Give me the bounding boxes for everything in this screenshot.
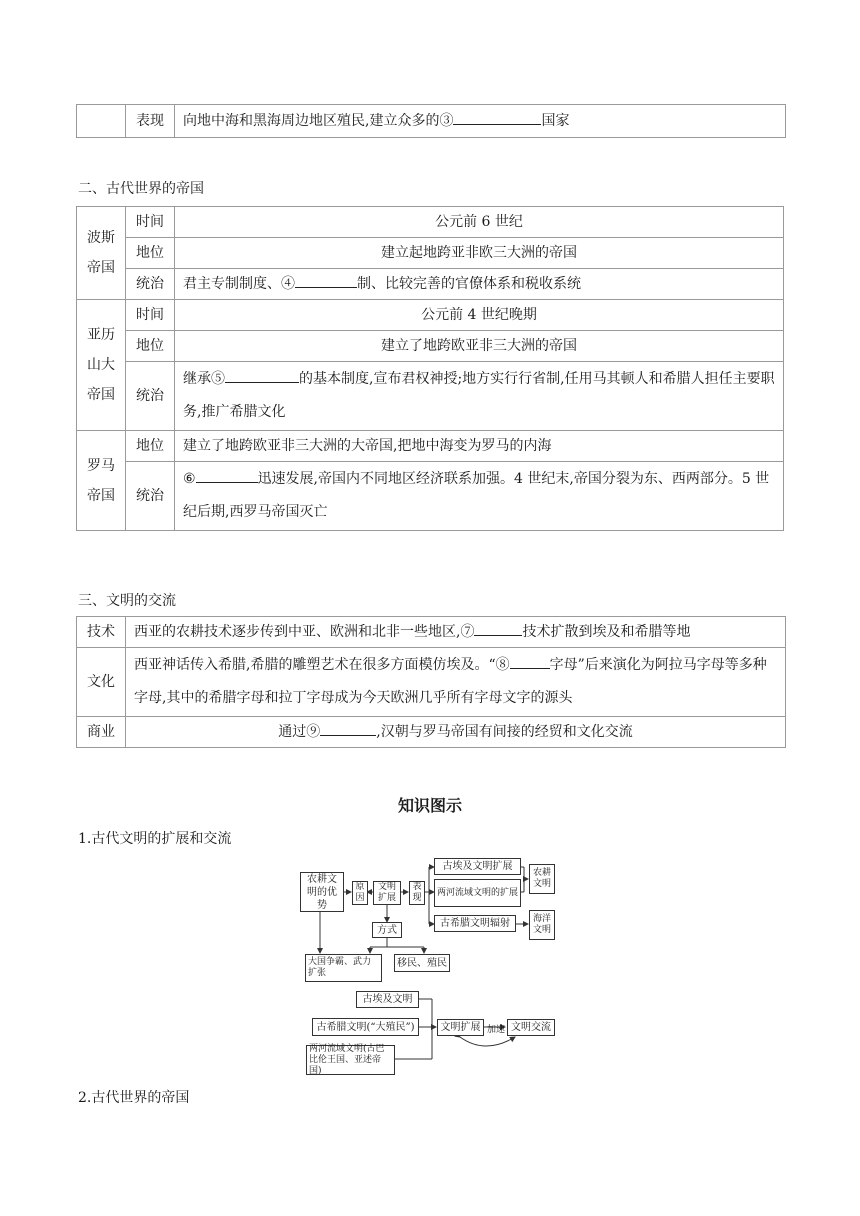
- value-text: ,汉朝与罗马帝国有间接的经贸和文化交流: [376, 724, 633, 740]
- row-label: 地位: [126, 331, 175, 362]
- row-label: 时间: [126, 207, 175, 238]
- knowledge-title: 知识图示: [397, 796, 462, 815]
- row-label: 统治: [126, 362, 175, 431]
- box-reason: 原因: [352, 881, 368, 905]
- row-label: 统治: [126, 462, 175, 531]
- row-value: [126, 648, 786, 717]
- box-meso-expansion: 两河流域文明的扩展: [434, 879, 521, 907]
- knowledge-item-2: 2.古代世界的帝国: [78, 1090, 190, 1106]
- row-label: 技术: [77, 617, 126, 648]
- answer-blank-7: [474, 619, 522, 636]
- box-performance: 表现: [409, 881, 425, 905]
- table-row: [77, 207, 784, 238]
- answer-blank-3: [453, 108, 541, 125]
- row-value: 公元前 6 世纪: [175, 207, 784, 238]
- table-row: [77, 617, 786, 648]
- table-cell-label: 表现: [126, 105, 175, 138]
- table-cell-content: [175, 105, 786, 138]
- table-row: [77, 717, 786, 748]
- value-text: 技术扩散到埃及和希腊等地: [522, 624, 691, 640]
- row-label: 统治: [126, 269, 175, 300]
- box-greek-radiation: 古希腊文明辐射: [434, 915, 516, 932]
- value-text: 继承⑤: [183, 371, 225, 387]
- table-row: [77, 238, 784, 269]
- table-row: [77, 648, 786, 717]
- section-heading-exchange: 三、文明的交流: [78, 593, 176, 609]
- content-text: 向地中海和黑海周边地区殖民,建立众多的③: [183, 113, 454, 129]
- row-value: 建立了地跨欧亚非三大洲的大帝国,把地中海变为罗马的内海: [175, 431, 784, 462]
- value-text: 制、比较完善的官僚体系和税收系统: [357, 276, 581, 292]
- box-ocean-civilization: 海洋文明: [529, 910, 555, 940]
- value-text: 通过⑨: [278, 724, 321, 740]
- answer-blank-4: [295, 271, 357, 288]
- box-greece: 古希腊文明(“大殖民”): [312, 1018, 419, 1036]
- table-cell-empty: [77, 105, 126, 138]
- value-text: 字母”后来演化为阿拉马字母等多种字母,其中的希腊字母和拉丁字母成为今天欧洲几乎所有字母文字的源头: [134, 657, 767, 706]
- box-mesopotamia: 两河流域文明(古巴比伦王国、亚述帝国): [306, 1045, 395, 1075]
- row-value: [175, 462, 784, 531]
- table-colonization: [76, 104, 786, 138]
- label-accelerate: 加速: [487, 1025, 506, 1035]
- table-row: [77, 300, 784, 331]
- answer-blank-9: [320, 719, 376, 736]
- value-text: 西亚神话传入希腊,希腊的雕塑艺术在很多方面模仿埃及。“⑧: [134, 657, 510, 673]
- empire-name-alexander: 亚历山大帝国: [77, 300, 126, 431]
- table-row: [77, 105, 786, 138]
- value-text: 西亚的农耕技术逐步传到中亚、欧洲和北非一些地区,⑦: [134, 624, 475, 640]
- row-label: 地位: [126, 238, 175, 269]
- table-row: [77, 269, 784, 300]
- box-civ-expansion: 文明扩展: [437, 1019, 484, 1036]
- table-row: [77, 362, 784, 431]
- answer-blank-8: [510, 652, 550, 669]
- section-heading-empires: 二、古代世界的帝国: [78, 181, 204, 197]
- value-text: 迅速发展,帝国内不同地区经济联系加强。4 世纪末,帝国分裂为东、西两部分。5 世纪后期,西罗马帝国灭亡: [183, 471, 770, 520]
- empire-name-rome: 罗马帝国: [77, 431, 126, 531]
- box-egypt-expansion: 古埃及文明扩展: [434, 858, 521, 875]
- box-war-expansion: 大国争霸、武力扩张: [305, 954, 382, 982]
- row-label: 文化: [77, 648, 126, 717]
- row-value: 建立起地跨亚非欧三大洲的帝国: [175, 238, 784, 269]
- row-value: [175, 269, 784, 300]
- box-colonization: 移民、殖民: [394, 954, 450, 972]
- row-value: [126, 617, 786, 648]
- row-value: 公元前 4 世纪晚期: [175, 300, 784, 331]
- row-label: 地位: [126, 431, 175, 462]
- table-row: [77, 331, 784, 362]
- knowledge-diagram: [300, 855, 562, 1077]
- empire-name-persia: 波斯帝国: [77, 207, 126, 300]
- box-expansion: 文明扩展: [373, 881, 401, 905]
- answer-blank-6: [196, 466, 258, 483]
- box-farming-civilization: 农耕文明: [529, 864, 555, 894]
- row-label: 商业: [77, 717, 126, 748]
- box-farming-advantage: 农耕文明的优势: [300, 872, 344, 912]
- content-text-suffix: 国家: [541, 113, 570, 129]
- knowledge-item-1: 1.古代文明的扩展和交流: [78, 831, 232, 847]
- row-label: 时间: [126, 300, 175, 331]
- box-civ-exchange: 文明交流: [507, 1019, 555, 1036]
- table-empires: [76, 206, 784, 531]
- box-method: 方式: [372, 922, 402, 938]
- table-row: [77, 431, 784, 462]
- table-exchange: [76, 616, 786, 748]
- value-text: ⑥: [183, 471, 196, 487]
- value-text: 君主专制制度、④: [183, 276, 295, 292]
- value-text: 的基本制度,宣布君权神授;地方实行行省制,任用马其顿人和希腊人担任主要职务,推广希腊文化: [183, 371, 775, 420]
- row-value: 建立了地跨欧亚非三大洲的帝国: [175, 331, 784, 362]
- row-value: [126, 717, 786, 748]
- box-egypt: 古埃及文明: [356, 991, 419, 1008]
- answer-blank-5: [225, 366, 299, 383]
- row-value: [175, 362, 784, 431]
- table-row: [77, 462, 784, 531]
